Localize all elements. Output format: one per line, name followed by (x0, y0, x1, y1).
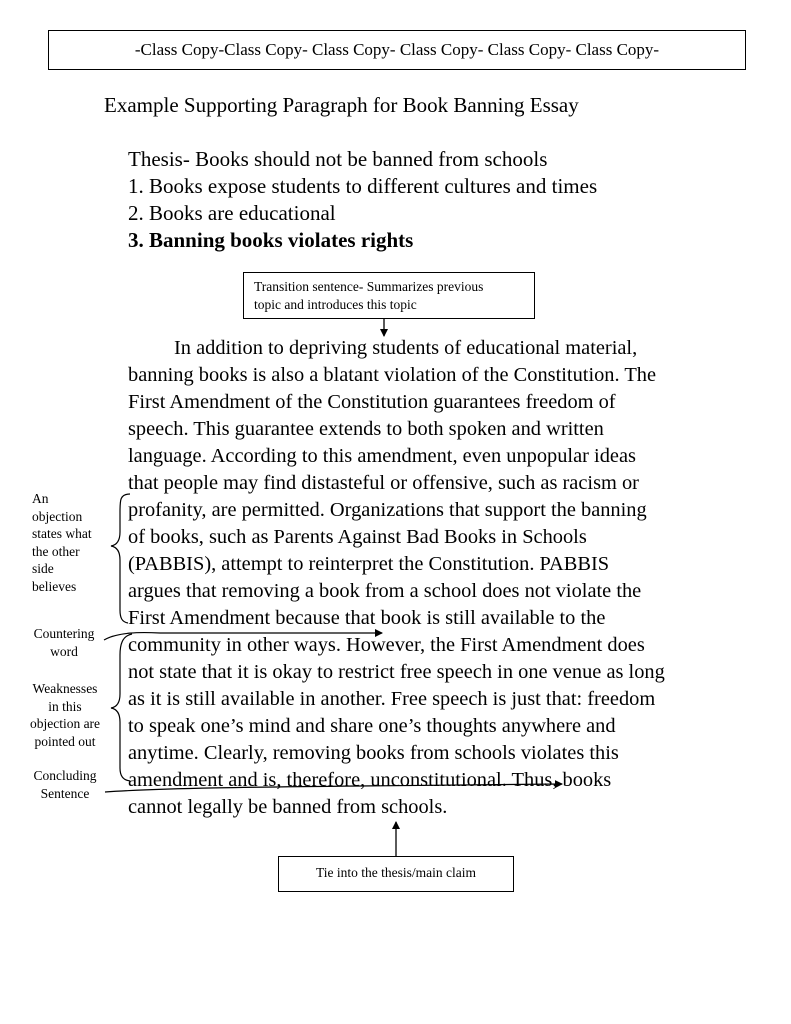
transition-callout-line-2: topic and introduces this topic (254, 297, 417, 312)
paragraph-line: to speak one’s mind and share one’s thoughts anywhere and (128, 715, 616, 737)
paragraph-line: not state that it is okay to restrict free speech in one venue as long (128, 661, 665, 683)
label-line: Concluding (33, 768, 97, 783)
label-line: in this (48, 698, 82, 714)
label-line: objection are (29, 716, 101, 731)
label-line: objection (32, 508, 83, 524)
transition-callout-line-1: Transition sentence- Summarizes previous (254, 279, 484, 294)
paragraph-line: In addition to depriving students of educational material, (174, 337, 638, 359)
paragraph-line: First Amendment of the Constitution guarantees freedom of (128, 391, 616, 413)
tie-into-thesis-callout: Tie into the thesis/main claim (278, 856, 514, 892)
thesis-statement: Thesis- Books should not be banned from schools (128, 147, 548, 171)
paragraph-line: that people may find distasteful or offensive, such as racism or (128, 472, 639, 494)
label-line: Countering (33, 626, 95, 641)
paragraph-line: community in other ways. However, the First Amendment does (128, 634, 645, 656)
label-line: Sentence (40, 785, 90, 801)
concluding-arrow (105, 784, 562, 792)
paragraph-line: cannot legally be banned from schools. (128, 796, 448, 818)
label-line: the other (32, 543, 80, 559)
paragraph-line: First Amendment because that book is still available to the (128, 607, 606, 629)
outline-point-3: 3. Banning books violates rights (128, 228, 414, 252)
outline-point-1: 1. Books expose students to different cultures and times (128, 174, 598, 198)
label-line: believes (32, 578, 77, 594)
weaknesses-brace (111, 634, 132, 781)
paragraph-line: (PABBIS), attempt to reinterpret the Constitution. PABBIS (128, 553, 610, 575)
paragraph-line: profanity, are permitted. Organizations that support the banning (128, 499, 647, 521)
paragraph-line: amendment and is, therefore, unconstitutional. Thus, books (128, 769, 612, 791)
label-line: An (32, 491, 49, 506)
label-line: word (50, 643, 78, 659)
paragraph-line: language. According to this amendment, even unpopular ideas (128, 445, 636, 467)
label-line: states what (32, 526, 92, 541)
paragraph-line: anytime. Clearly, removing books from schools violates this (128, 742, 619, 764)
label-line: Weaknesses (32, 681, 98, 696)
outline-point-2: 2. Books are educational (128, 201, 336, 225)
document-title: Example Supporting Paragraph for Book Banning Essay (104, 93, 579, 117)
class-copy-banner: -Class Copy-Class Copy- Class Copy- Class Copy- Class Copy- Class Copy- (48, 30, 746, 70)
paragraph-line: of books, such as Parents Against Bad Books in Schools (128, 526, 587, 548)
paragraph-line: speech. This guarantee extends to both spoken and written (128, 418, 604, 440)
countering-arrow (104, 633, 382, 640)
label-line: side (32, 561, 54, 576)
paragraph-line: argues that removing a book from a school does not violate the (128, 580, 642, 602)
objection-brace (111, 494, 130, 623)
paragraph-line: banning books is also a blatant violation of the Constitution. The (128, 364, 657, 386)
paragraph-line: as it is still available in another. Free speech is just that: freedom (128, 688, 656, 710)
label-line: pointed out (34, 733, 96, 749)
